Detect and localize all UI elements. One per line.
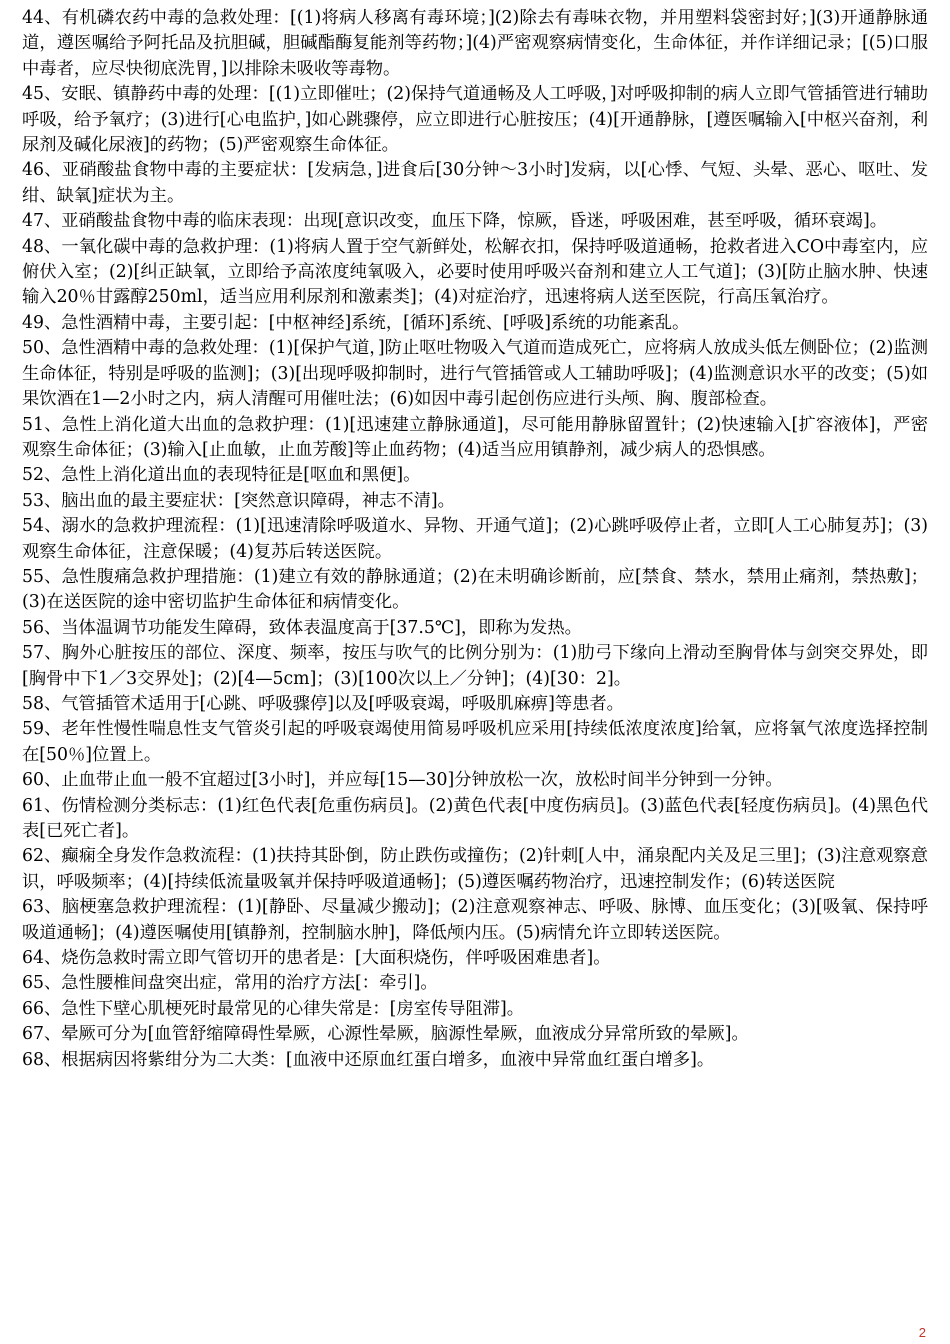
question-67: 67、晕厥可分为[血管舒缩障碍性晕厥，心源性晕厥，脑源性晕厥，血液成分异常所致的晕厥]。 (22, 1024, 749, 1045)
question-57: 57、胸外心脏按压的部位、深度、频率，按压与吹气的比例分别为：(1)肋弓下缘向上滑动至胸骨体与剑突交界处，即[胸骨中下1／3交界处]；(2)[4—5cm]；(3)[100次以上／分钟]；(4)[30：2]。 (22, 643, 928, 689)
page-number: 2 (918, 1325, 926, 1340)
question-46: 46、亚硝酸盐食物中毒的主要症状：[发病急，]进食后[30分钟～3小时]发病，以[心悸、气短、头晕、恶心、呕吐、发绀、缺氧]症状为主。 (22, 160, 928, 206)
question-48: 48、一氧化碳中毒的急救护理：(1)将病人置于空气新鲜处，松解衣扣，保持呼吸道通畅，抢救者进入CO中毒室内，应俯伏入室；(2)[纠正缺氧，立即给予高浓度纯氧吸入，必要时使用呼吸兴奋剂和建立人工气道]；(3)[防止脑水肿、快速输入20％甘露醇250ml，适当应用利尿剂和激素类]；(4)对症治疗，迅速将病人送至医院，行高压氧治疗。 (22, 236, 928, 308)
question-45: 45、安眠、镇静药中毒的处理：[(1)立即催吐；(2)保持气道通畅及人工呼吸，]对呼吸抑制的病人立即气管插管进行辅助呼吸，给予氧疗；(3)进行[心电监护，]如心跳骤停，应立即进行心脏按压；(4)[开通静脉，[遵医嘱输入[中枢兴奋剂，利尿剂及碱化尿液]的药物；(5)严密观察生命体征。 (22, 84, 928, 156)
question-60: 60、止血带止血一般不宜超过[3小时]，并应每[15—30]分钟放松一次，放松时间半分钟到一分钟。 (22, 770, 783, 791)
question-61: 61、伤情检测分类标志：(1)红色代表[危重伤病员]。(2)黄色代表[中度伤病员]。(3)蓝色代表[轻度伤病员]。(4)黑色代表[已死亡者]。 (22, 795, 928, 841)
question-62: 62、癫痫全身发作急救流程：(1)扶持其卧倒，防止跌伤或撞伤；(2)针刺[人中，涌泉配内关及足三里]；(3)注意观察意识，呼吸频率；(4)[持续低流量吸氧并保持呼吸道通畅]；(5)遵医嘱药物治疗，迅速控制发作；(6)转送医院 (22, 846, 928, 892)
question-47: 47、亚硝酸盐食物中毒的临床表现：出现[意识改变，血压下降，惊厥，昏迷，呼吸困难，甚至呼吸，循环衰竭]。 (22, 211, 887, 232)
question-53: 53、脑出血的最主要症状：[突然意识障碍，神志不清]。 (22, 490, 455, 511)
question-65: 65、急性腰椎间盘突出症，常用的治疗方法[：牵引]。 (22, 973, 438, 994)
question-56: 56、当体温调节功能发生障碍，致体表温度高于[37.5℃]，即称为发热。 (22, 617, 582, 638)
question-66: 66、急性下壁心肌梗死时最常见的心律失常是：[房室传导阻滞]。 (22, 998, 525, 1019)
question-44: 44、有机磷农药中毒的急救处理：[(1)将病人移离有毒环境；](2)除去有毒味衣物，并用塑料袋密封好；](3)开通静脉通道，遵医嘱给予阿托品及抗胆碱，胆碱酯酶复能剂等药物；](4)严密观察病情变化，生命体征，并作详细记录；[(5)口服中毒者，应尽快彻底洗胃，]以排除未吸收等毒物。 (22, 8, 928, 79)
question-55: 55、急性腹痛急救护理措施：(1)建立有效的静脉通道；(2)在未明确诊断前，应[禁食、禁水，禁用止痛剂，禁热敷]；(3)在送医院的途中密切监护生命体征和病情变化。 (22, 566, 928, 613)
question-59: 59、老年性慢性喘息性支气管炎引起的呼吸衰竭使用简易呼吸机应采用[持续低浓度浓度]给氧，应将氧气浓度选择控制在[50％]位置上。 (22, 719, 928, 765)
question-49: 49、急性酒精中毒，主要引起：[中枢神经]系统，[循环]系统、[呼吸]系统的功能紊乱。 (22, 312, 690, 333)
question-63: 63、脑梗塞急救护理流程：(1)[静卧、尽量减少搬动]；(2)注意观察神志、呼吸、脉博、血压变化；(3)[吸氧、保持呼吸道通畅]；(4)遵医嘱使用[镇静剂，控制脑水肿]，降低颅内压。(5)病情允许立即转送医院。 (22, 897, 928, 943)
question-50: 50、急性酒精中毒的急救处理：(1)[保护气道，]防止呕吐物吸入气道而造成死亡，应将病人放成头低左侧卧位；(2)监测生命体征，特别是呼吸的监测]；(3)[出现呼吸抑制时，进行气管插管或人工辅助呼吸]；(4)监测意识水平的改变；(5)如果饮酒在1—2小时之内，病人清醒可用催吐法；(6)如因中毒引起创伤应进行头颅、胸、腹部检查。 (22, 338, 928, 410)
question-54: 54、溺水的急救护理流程：(1)[迅速清除呼吸道水、异物、开通气道]；(2)心跳呼吸停止者，立即[人工心肺复苏]；(3)观察生命体征，注意保暖；(4)复苏后转送医院。 (22, 516, 928, 562)
question-51: 51、急性上消化道大出血的急救护理：(1)[迅速建立静脉通道]，尽可能用静脉留置针；(2)快速输入[扩容液体]，严密观察生命体征；(3)输入[止血敏，止血芳酸]等止血药物；(4)适当应用镇静剂，减少病人的恐惧感。 (22, 414, 928, 460)
question-68: 68、根据病因将紫绀分为二大类：[血液中还原血红蛋白增多，血液中异常血红蛋白增多]。 (22, 1049, 715, 1070)
question-64: 64、烧伤急救时需立即气管切开的患者是：[大面积烧伤，伴呼吸困难患者]。 (22, 948, 611, 969)
question-52: 52、急性上消化道出血的表现特征是[呕血和黑便]。 (22, 465, 421, 486)
question-58: 58、气管插管术适用于[心跳、呼吸骤停]以及[呼吸衰竭，呼吸肌麻痹]等患者。 (22, 693, 624, 714)
